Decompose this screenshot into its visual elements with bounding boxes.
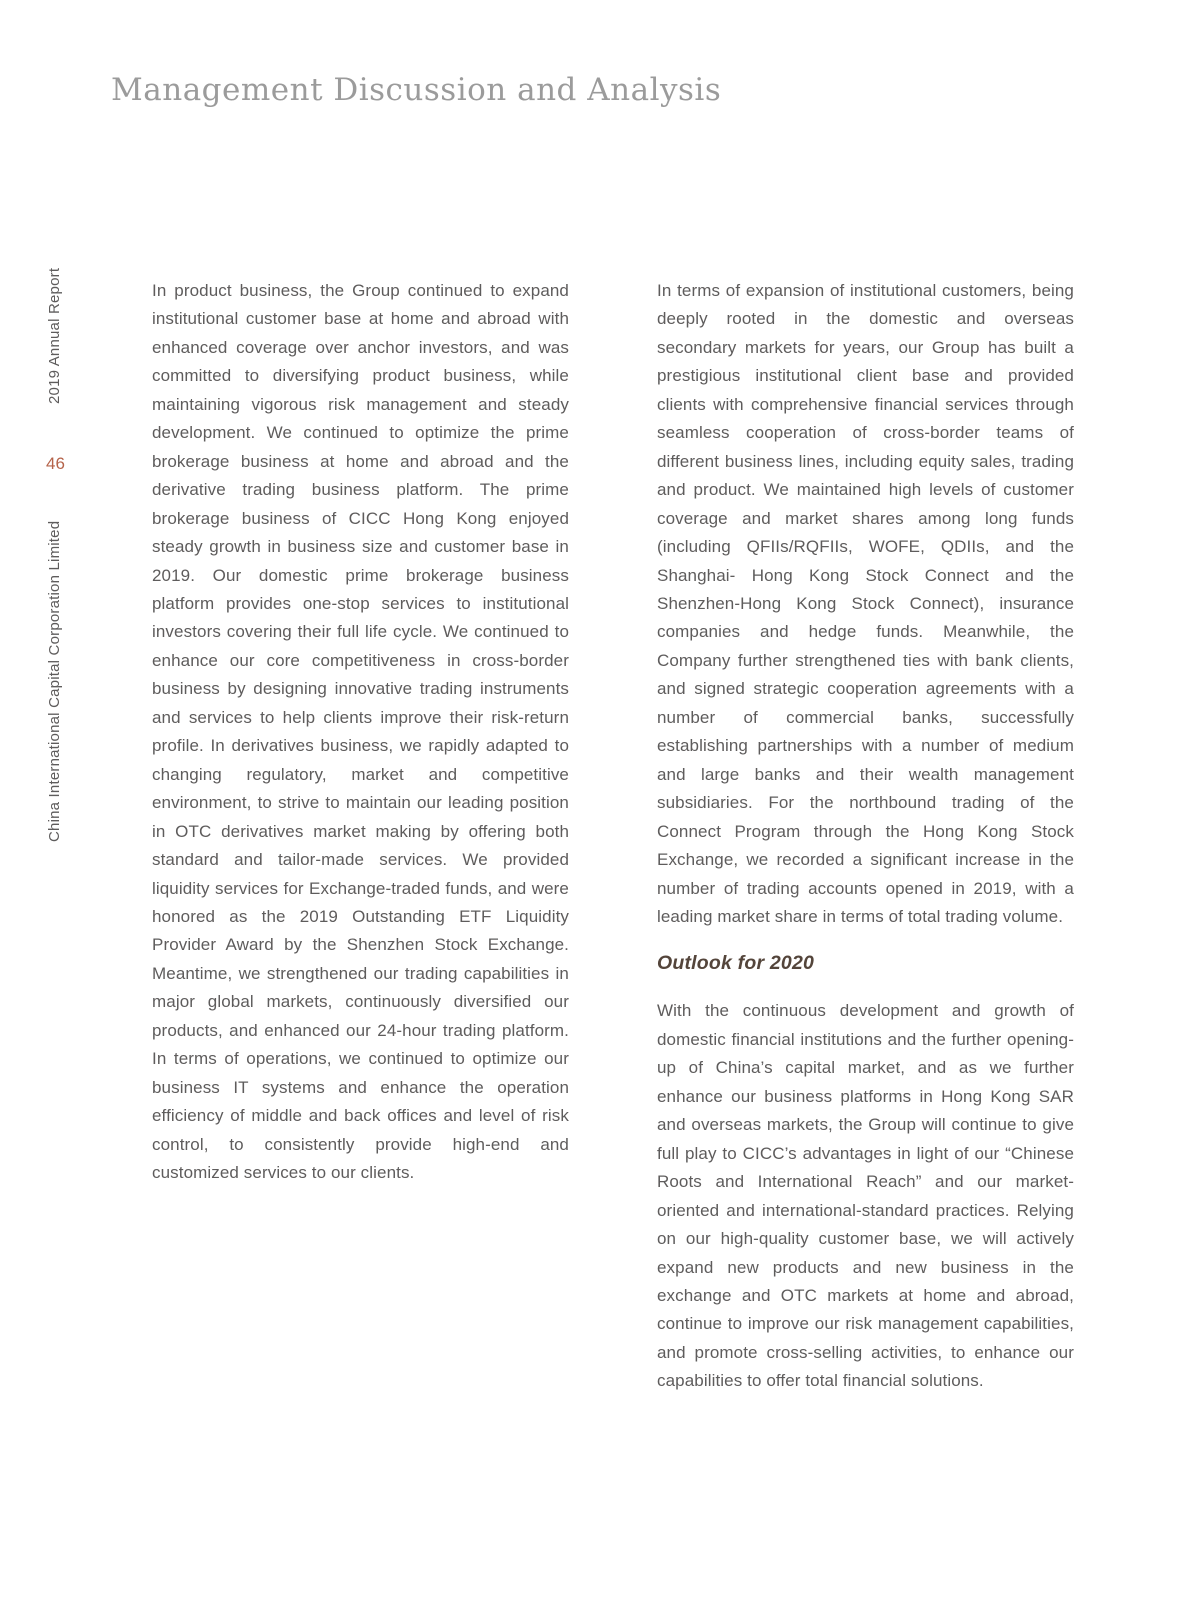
company-name-label: China International Capital Corporation Limited — [46, 520, 63, 842]
left-column-paragraph: In product business, the Group continued to expand institutional customer base at home and abroad with enhanced coverage over anchor investors, and was committed to diversifying product business, while maintaining vigorous risk management and steady development. We continued to optimize the prime brokerage business at home and abroad and the derivative trading business platform. The prime brokerage business of CICC Hong Kong enjoyed steady growth in business size and customer base in 2019. Our domestic prime brokerage business platform provides one-stop services to institutional investors covering their full life cycle. We continued to enhance our core competitiveness in cross-border business by designing innovative trading instruments and services to help clients improve their risk-return profile. In derivatives business, we rapidly adapted to changing regulatory, market and competitive environment, to strive to maintain our leading position in OTC derivatives market making by offering both standard and tailor-made services. We provided liquidity services for Exchange-traded funds, and were honored as the 2019 Outstanding ETF Liquidity Provider Award by the Shenzhen Stock Exchange. Meantime, we strengthened our trading capabilities in major global markets, continuously diversified our products, and enhanced our 24-hour trading platform. In terms of operations, we continued to optimize our business IT systems and enhance the operation efficiency of middle and back offices and level of risk control, to consistently provide high-end and customized services to our clients. — [152, 281, 569, 1183]
annual-report-label: 2019 Annual Report — [46, 267, 63, 404]
left-column — [152, 277, 569, 1188]
page-number: 46 — [46, 454, 65, 473]
page-title: Management Discussion and Analysis — [111, 72, 722, 108]
right-column — [657, 277, 1074, 1396]
right-column-paragraph-1: In terms of expansion of institutional customers, being deeply rooted in the domestic and overseas secondary markets for years, our Group has built a prestigious institutional client base and provided clients with comprehensive financial services through seamless cooperation of cross-border teams of different business lines, including equity sales, trading and product. We maintained high levels of customer coverage and market shares among long funds (including QFIIs/RQFIIs, WOFE, QDIIs, and the Shanghai- Hong Kong Stock Connect and the Shenzhen-Hong Kong Stock Connect), insurance companies and hedge funds. Meanwhile, the Company further strengthened ties with bank clients, and signed strategic cooperation agreements with a number of commercial banks, successfully establishing partnerships with a number of medium and large banks and their wealth management subsidiaries. For the northbound trading of the Connect Program through the Hong Kong Stock Exchange, we recorded a significant increase in the number of trading accounts opened in 2019, with a leading market share in terms of total trading volume. — [657, 281, 1074, 926]
right-column-paragraph-2: With the continuous development and growth of domestic financial institutions and the further opening-up of China’s capital market, and as we further enhance our business platforms in Hong Kong SAR and overseas markets, the Group will continue to give full play to CICC’s advantages in light of our “Chinese Roots and International Reach” and our market-oriented and international-standard practices. Relying on our high-quality customer base, we will actively expand new products and new business in the exchange and OTC markets at home and abroad, continue to improve our risk management capabilities, and promote cross-selling activities, to enhance our capabilities to offer total financial solutions. — [657, 1001, 1074, 1391]
outlook-section-heading: Outlook for 2020 — [657, 952, 815, 975]
